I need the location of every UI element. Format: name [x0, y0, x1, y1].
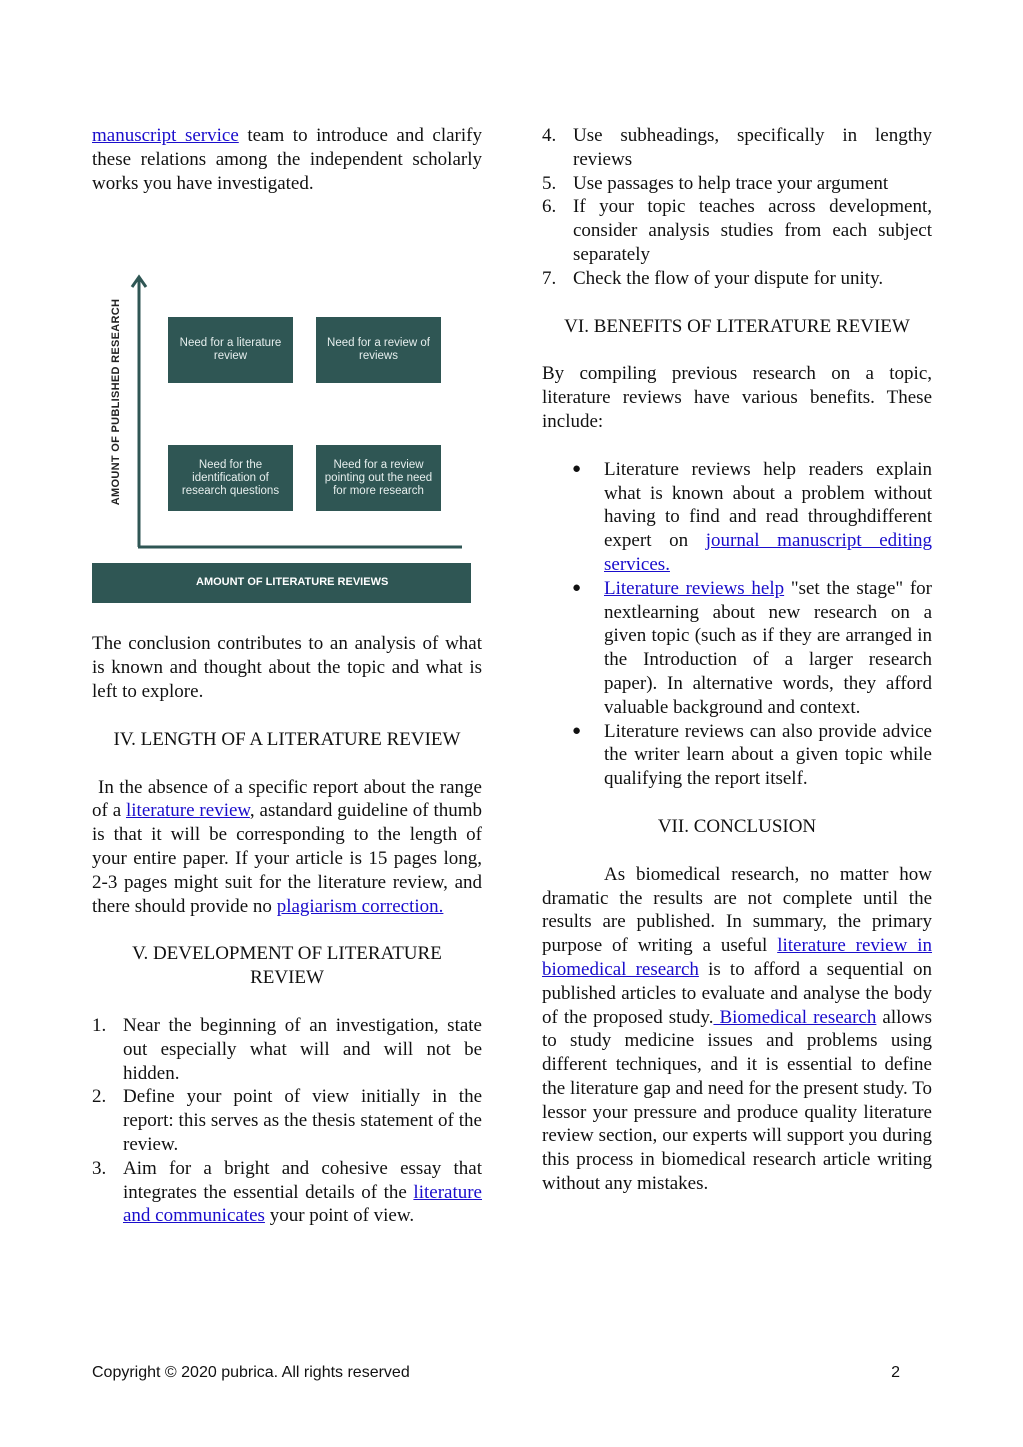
literature-review-figure	[92, 267, 482, 632]
section-heading-benefits: VI. BENEFITS OF LITERATURE REVIEW	[564, 315, 910, 337]
section-heading-development: V. DEVELOPMENT OF LITERATURE REVIEW	[132, 943, 442, 989]
box-need-more-research: Need for a review pointing out the need for more research	[316, 445, 441, 511]
literature-review-biomedical-link[interactable]: literature review in biomedical research	[542, 935, 933, 980]
intro-paragraph	[92, 124, 482, 195]
list-item: 1. Near the beginning of an investigation, state out especially what will and will not be hidden.	[92, 1014, 482, 1084]
page-number: 2	[891, 1364, 900, 1381]
manuscript-service-link[interactable]: manuscript service	[92, 125, 239, 146]
bullet-icon: ●	[572, 460, 582, 477]
list-item: 2. Define your point of view initially in the report: this serves as the thesis statement of the review.	[92, 1086, 482, 1155]
copyright-text: Copyright © 2020 pubrica. All rights reserved	[92, 1364, 410, 1381]
box-need-review-of-reviews: Need for a review of reviews	[316, 317, 441, 383]
bullet-icon: ●	[572, 579, 582, 596]
list-item: 4. Use subheadings, specifically in lengthy reviews	[542, 125, 932, 170]
list-item: 7. Check the flow of your dispute for unity.	[542, 267, 884, 289]
bullet-icon: ●	[572, 722, 582, 739]
box-need-literature-review: Need for a literature review	[168, 317, 293, 383]
section-heading-length: IV. LENGTH OF A LITERATURE REVIEW	[113, 728, 461, 750]
benefits-paragraph: By compiling previous research on a topic, literature reviews have various benefits. These include:	[542, 363, 932, 432]
plagiarism-correction-link[interactable]: plagiarism correction.	[276, 895, 444, 917]
literature-communicates-link[interactable]: literature and communicates	[123, 1181, 482, 1227]
journal-editing-link[interactable]: journal manuscript editing services.	[604, 530, 932, 575]
list-item: 5. Use passages to help trace your argument	[542, 172, 889, 194]
box-need-research-questions: Need for the identification of research questions	[168, 445, 293, 511]
list-item: ● Literature reviews help readers explain what is known about a problem without having to find and read throughdifferent expert on journal manuscript editing services.	[572, 458, 932, 575]
figure-axes	[92, 267, 482, 567]
conclusion-body: As biomedical research, no matter how dramatic the results are not complete until the results are published. In summary, the primary purpose of writing a useful literature review in biomedical research is to afford a sequential on published articles to evaluate and analyse the body of the proposed study. Biomedical research allows to study medicine issues and problems using different techniques, and it is essential to define the literature gap and need for the present study. To lessor your pressure and produce quality literature review section, our experts will support you during this process in biomedical research article writing without any mistakes.	[542, 863, 933, 1195]
list-item: ● Literature reviews can also provide advice the writer learn about a given topic while qualifying the report itself.	[572, 720, 932, 790]
list-item: ● Literature reviews help "set the stage" for nextlearning about new research on a given topic (such as if they are arranged in the Introduction of a larger research paper). In alternative words, they afford valuable background and context.	[572, 577, 932, 718]
left-column	[92, 124, 482, 1228]
x-axis-label: AMOUNT OF LITERATURE REVIEWS	[92, 563, 471, 603]
length-paragraph: In the absence of a specific report about the range of a literature review, astandard guideline of thumb is that it will be corresponding to the length of your entire paper. If your article is 15 pages long, 2-3 pages might suit for the literature review, and there should provide no plagiarism correction.	[92, 776, 483, 917]
development-list	[92, 1014, 482, 1228]
right-column	[542, 124, 932, 1196]
biomedical-research-link[interactable]: Biomedical research	[713, 1006, 877, 1028]
conclusion-paragraph: The conclusion contributes to an analysis of what is known and thought about the topic and what is left to explore.	[92, 633, 482, 702]
development-list-continued	[542, 124, 932, 291]
y-axis-label: AMOUNT OF PUBLISHED RESEARCH	[110, 299, 122, 506]
page-footer	[92, 1364, 900, 1382]
literature-reviews-help-link[interactable]: Literature reviews help	[604, 577, 785, 599]
list-item: 3. Aim for a bright and cohesive essay that integrates the essential details of the literature and communicates your point of view.	[92, 1157, 482, 1227]
literature-review-link[interactable]: literature review	[126, 800, 250, 822]
section-heading-conclusion: VII. CONCLUSION	[657, 815, 817, 837]
benefits-list	[542, 458, 932, 791]
list-item: 6. If your topic teaches across development, consider analysis studies from each subject separately	[542, 196, 932, 265]
intro-text: team to introduce and clarify these relations among the independent scholarly works you have investigated.	[92, 125, 482, 194]
